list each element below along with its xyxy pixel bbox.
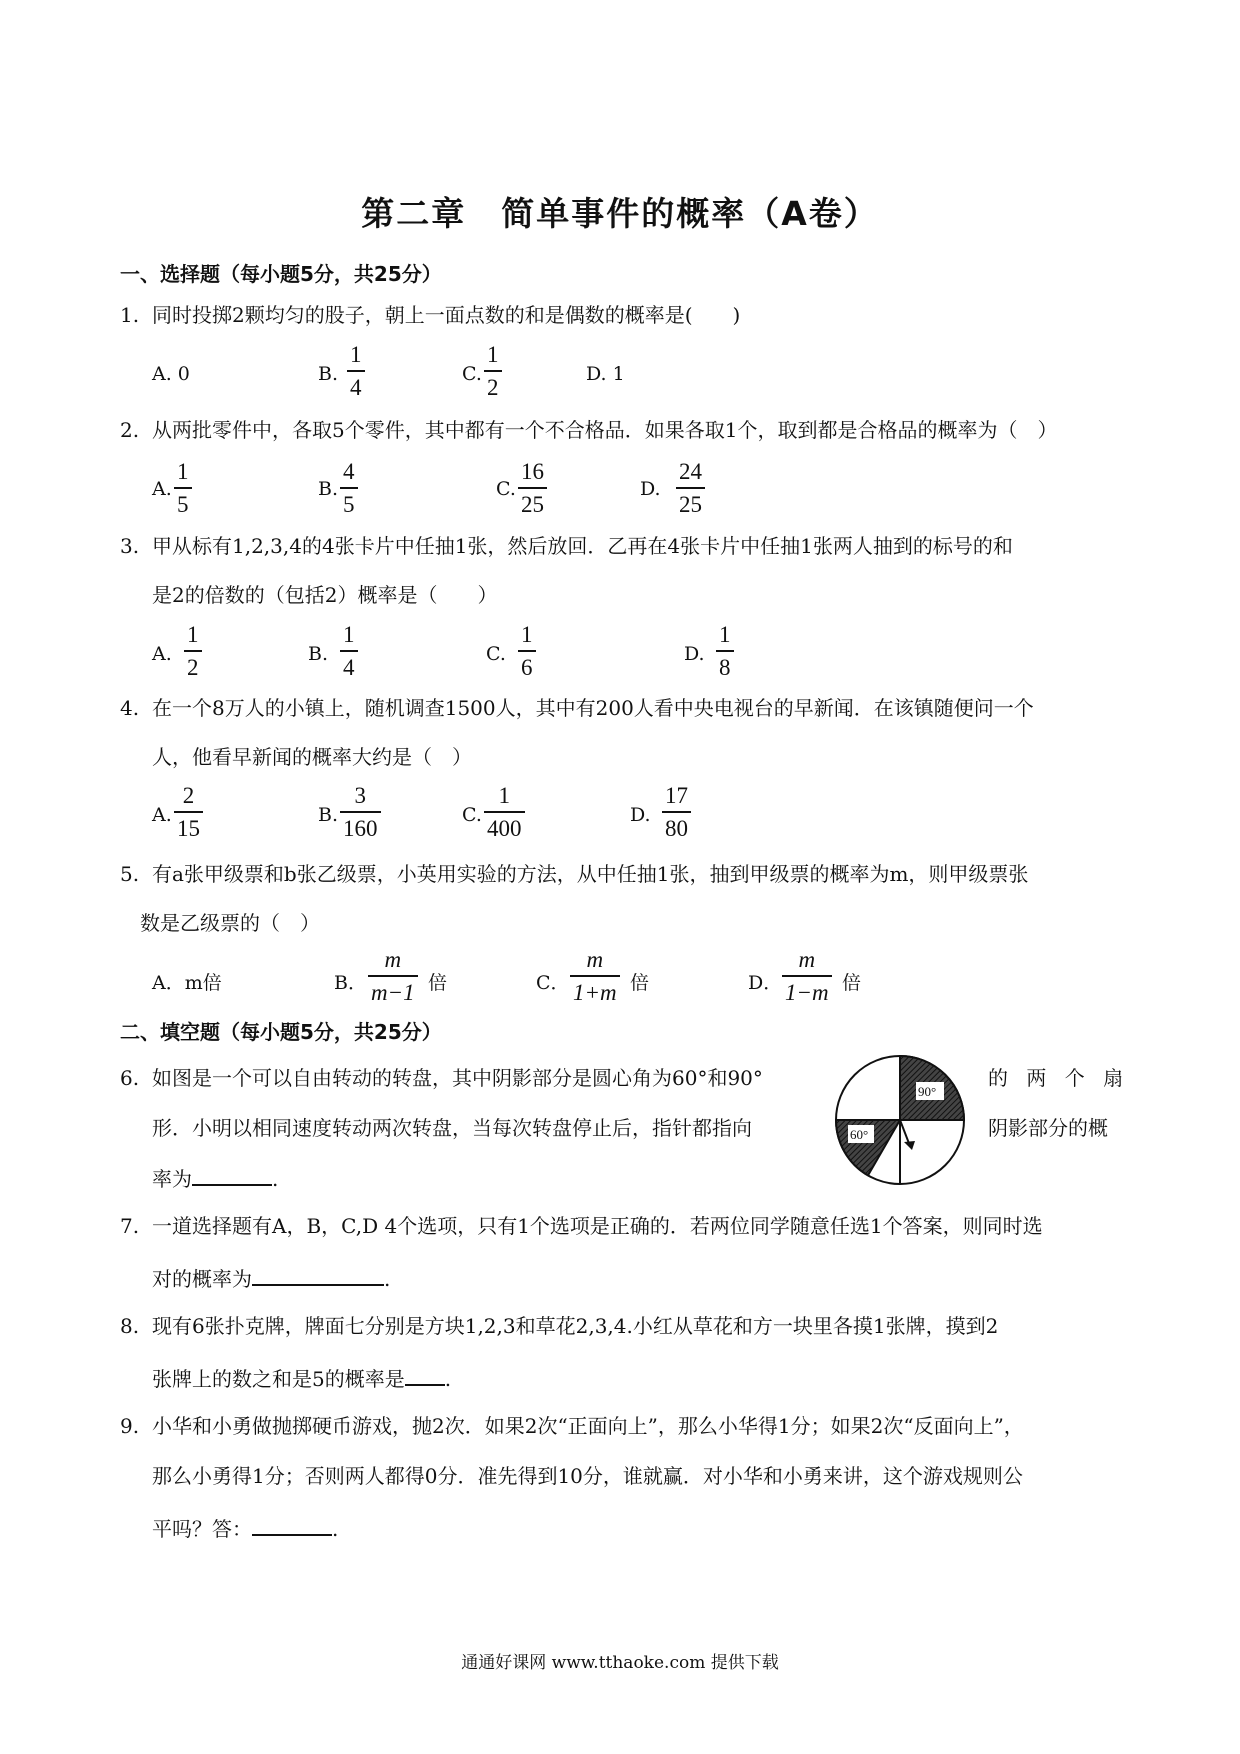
line-text: 平吗？答： [152,1517,252,1541]
option-a: A. [152,643,172,665]
fraction: 1 400 [484,783,525,842]
fraction: m m−1 [368,947,418,1006]
footer-text: 通通好课网 www.tthaoke.com 提供下载 [461,1653,779,1673]
option-b: B. [318,478,339,500]
question-text-line1: 一道选择题有A，B，C,D 4个选项，只有1个选项是正确的．若两位同学随意任选1个答案，则同时选 [152,1214,1043,1238]
question-text-line1: 小华和小勇做抛掷硬币游戏，抛2次．如果2次“正面向上”，那么小华得1分；如果2次“反面向上”， [152,1414,1024,1438]
option-d: D. 1 [586,363,625,385]
question-text-line2-right: 阴影部分的概 [988,1116,1108,1140]
fraction: 17 80 [662,783,691,842]
line-end: . [272,1167,279,1191]
option-d: D. [684,643,705,665]
label-60: 60° [850,1127,869,1142]
answer-blank[interactable] [252,1264,384,1286]
fraction: 2 15 [174,783,203,842]
question-text: 从两批零件中，各取5个零件，其中都有一个不合格品．如果各取1个，取到都是合格品的概率为（ ） [152,418,1058,442]
question-text-line1: 现有6张扑克牌，牌面七分别是方块1,2,3和草花2,3,4.小红从草花和方一块里各摸1张牌，摸到2 [152,1314,999,1338]
question-text-line1: 在一个8万人的小镇上，随机调查1500人，其中有200人看中央电视台的早新闻．在该镇随便问一个 [152,696,1034,720]
line-text: 率为 [152,1167,192,1191]
option-a: A. [152,478,172,500]
question-text-line2 [152,1364,451,1391]
answer-blank[interactable] [192,1164,272,1186]
question-text-line1: 有a张甲级票和b张乙级票，小英用实验的方法，从中任抽1张，抽到甲级票的概率为m，则甲级票张 [152,862,1029,886]
fraction: 1 2 [484,342,502,401]
option-a: A. [152,804,172,826]
option-b: B． [334,972,367,994]
fraction: 1 5 [174,459,192,518]
option-c-suffix: 倍 [630,972,650,994]
option-b: B. [318,804,339,826]
fraction: 1 8 [716,622,734,681]
question-text-line2: 形．小明以相同速度转动两次转盘，当每次转盘停止后，指针都指向 [152,1116,752,1140]
line-text: 张牌上的数之和是5的概率是 [152,1367,405,1391]
label-90: 90° [918,1084,937,1099]
option-a: A．m倍 [152,972,222,994]
line-end: . [384,1267,391,1291]
question-number: 9. [120,1414,140,1438]
question-number: 2. [120,418,140,442]
option-c: C. [462,363,482,385]
section-heading-fill: 二、填空题（每小题5分，共25分） [120,1020,442,1044]
question-number: 6. [120,1066,140,1090]
fraction: 3 160 [340,783,381,842]
fraction: 4 5 [340,459,358,518]
line-end: . [332,1517,339,1541]
question-number: 8. [120,1314,140,1338]
question-text-line1: 如图是一个可以自由转动的转盘，其中阴影部分是圆心角为60°和90° [152,1066,763,1090]
option-a: A. 0 [152,363,190,385]
fraction: 1 6 [518,622,536,681]
fraction: 24 25 [676,459,705,518]
question-text: 同时投掷2颗均匀的股子，朝上一面点数的和是偶数的概率是( ) [152,303,741,327]
question-text-line2: 那么小勇得1分；否则两人都得0分．准先得到10分，谁就赢．对小华和小勇来讲，这个游戏规则公 [152,1464,1023,1488]
option-b: B. [308,643,329,665]
option-c: C. [462,804,482,826]
option-d-suffix: 倍 [842,972,862,994]
option-b-suffix: 倍 [428,972,448,994]
question-text-line1: 甲从标有1,2,3,4的4张卡片中任抽1张，然后放回．乙再在4张卡片中任抽1张两人抽到的标号的和 [152,534,1013,558]
option-d: D． [748,972,783,994]
option-d: D. [640,478,661,500]
fraction: m 1+m [570,947,620,1006]
question-number: 7. [120,1214,140,1238]
question-number: 4. [120,696,140,720]
option-c: C. [486,643,506,665]
fraction: m 1−m [782,947,832,1006]
option-d: D. [630,804,651,826]
line-text: 对的概率为 [152,1267,252,1291]
section-heading-choice: 一、选择题（每小题5分，共25分） [120,262,442,286]
option-c: C. [496,478,516,500]
fraction: 1 2 [184,622,202,681]
question-text-line2: 数是乙级票的（ ） [140,911,320,935]
fraction: 1 4 [340,622,358,681]
question-number: 3. [120,534,140,558]
answer-blank[interactable] [252,1514,332,1536]
page-title: 第二章 简单事件的概率（A卷） [361,194,879,233]
question-text-line2: 人，他看早新闻的概率大约是（ ） [152,745,472,769]
answer-blank[interactable] [405,1364,445,1386]
question-text-line1-right: 的 两 个 扇 [988,1066,1130,1090]
spinner-figure [830,1050,970,1190]
question-text-line2 [152,1264,390,1291]
option-b: B. [318,363,339,385]
question-number: 1. [120,303,140,327]
question-number: 5. [120,862,140,886]
question-text-line3 [152,1514,338,1541]
option-c: C． [536,972,570,994]
fraction: 1 4 [347,342,365,401]
line-end: . [444,1367,452,1391]
fraction: 16 25 [518,459,547,518]
question-text-line3 [152,1164,278,1191]
question-text-line2: 是2的倍数的（包括2）概率是（ ） [152,583,498,607]
